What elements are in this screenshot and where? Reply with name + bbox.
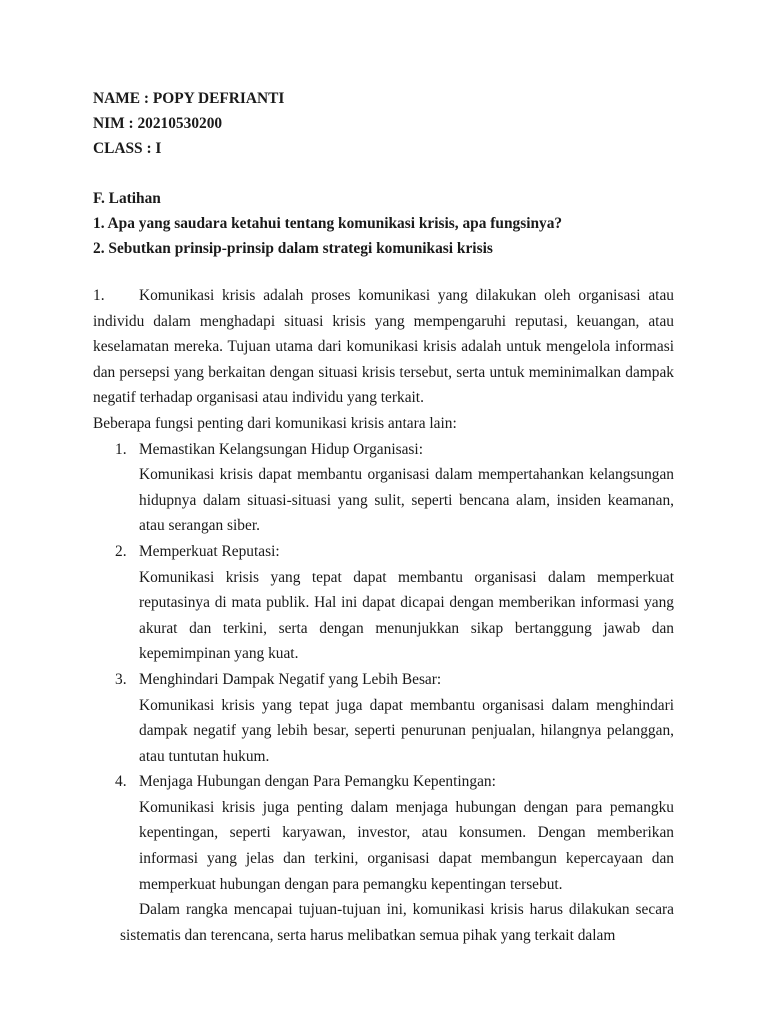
- spacer: [93, 161, 674, 186]
- answer-1-paragraph: [93, 283, 674, 411]
- list-item-body: Komunikasi krisis yang tepat dapat membantu organisasi dalam memperkuat reputasinya di mata publik. Hal ini dapat dicapai dengan memberikan informasi yang akurat dan terkini, serta dengan menunjukkan sikap bertanggung jawab dan kepemimpinan yang kuat.: [139, 568, 674, 663]
- list-item-heading: Memperkuat Reputasi:: [139, 542, 280, 560]
- list-item: [93, 769, 674, 897]
- spacer: [93, 261, 674, 283]
- list-item-number: 3.: [115, 670, 127, 688]
- list-item-number: 2.: [115, 542, 127, 560]
- list-item-number: 1.: [115, 440, 127, 458]
- document-page: [93, 86, 674, 948]
- student-class: CLASS : I: [93, 140, 162, 157]
- functions-intro: Beberapa fungsi penting dari komunikasi krisis antara lain:: [93, 414, 457, 432]
- list-item-body: Komunikasi krisis dapat membantu organisasi dalam mempertahankan kelangsungan hidupnya dalam situasi-situasi yang sulit, seperti bencana alam, insiden keamanan, atau serangan siber.: [139, 466, 674, 535]
- question-1: 1. Apa yang saudara ketahui tentang komunikasi krisis, apa fungsinya?: [93, 215, 563, 232]
- answer-1-text: Komunikasi krisis adalah proses komunikasi yang dilakukan oleh organisasi atau individu dalam menghadapi situasi krisis yang mempengaruhi reputasi, keuangan, atau keselamatan mereka. Tujuan utama dari komunikasi krisis adalah untuk mengelola informasi dan persepsi yang berkaitan dengan situasi krisis tersebut, serta untuk meminimalkan dampak negatif terhadap organisasi atau individu yang terkait.: [93, 287, 674, 407]
- list-item: [93, 437, 674, 539]
- list-item: [93, 667, 674, 769]
- exercise-title: F. Latihan: [93, 190, 161, 207]
- list-item-heading: Menghindari Dampak Negatif yang Lebih Besar:: [139, 670, 442, 688]
- list-item-number: 4.: [115, 773, 127, 791]
- list-item-body: Komunikasi krisis yang tepat juga dapat membantu organisasi dalam menghindari dampak negatif yang lebih besar, seperti penurunan penjualan, hilangnya pelanggan, atau tuntutan hukum.: [139, 696, 674, 765]
- question-2: 2. Sebutkan prinsip-prinsip dalam strategi komunikasi krisis: [93, 240, 493, 257]
- student-name: NAME : POPY DEFRIANTI: [93, 90, 285, 107]
- student-nim: NIM : 20210530200: [93, 115, 223, 132]
- list-item-heading: Memastikan Kelangsungan Hidup Organisasi:: [139, 440, 423, 458]
- closing-paragraph: Dalam rangka mencapai tujuan-tujuan ini, komunikasi krisis harus dilakukan secara sistematis dan terencana, serta harus melibatkan semua pihak yang terkait dalam: [120, 901, 674, 944]
- list-item: [93, 539, 674, 667]
- list-item-heading: Menjaga Hubungan dengan Para Pemangku Kepentingan:: [139, 773, 496, 791]
- list-item-body: Komunikasi krisis juga penting dalam menjaga hubungan dengan para pemangku kepentingan, seperti karyawan, investor, atau konsumen. Dengan memberikan informasi yang jelas dan terkini, organisasi dapat membangun kepercayaan dan memperkuat hubungan dengan para pemangku kepentingan tersebut.: [139, 798, 674, 893]
- answer-1-number: 1.: [93, 287, 105, 304]
